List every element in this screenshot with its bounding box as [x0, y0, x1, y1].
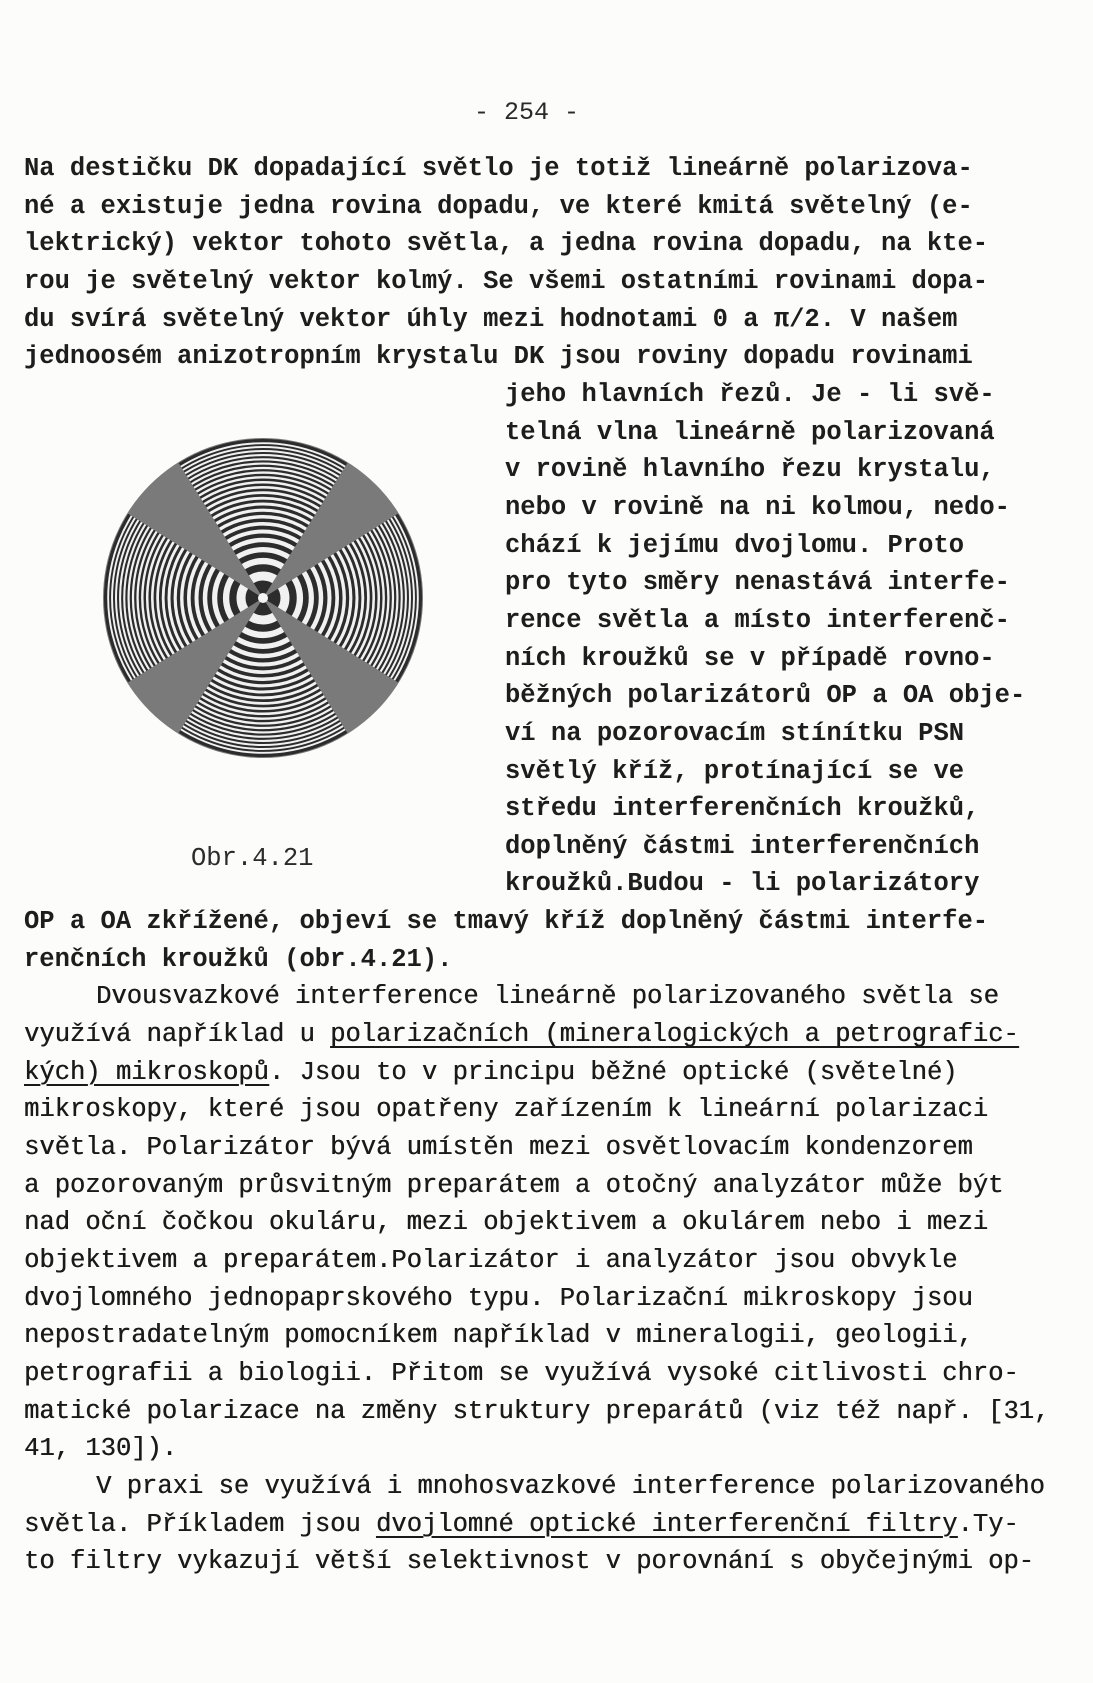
text-run: .Ty- — [957, 1509, 1019, 1539]
page-number: - 254 - — [474, 98, 580, 127]
text-line: ních kroužků se v případě rovno- — [505, 643, 995, 673]
text-line: Na destičku DK dopadající světlo je totiž lineárně polarizova- — [24, 154, 973, 183]
text-line: nebo v rovině na ni kolmou, nedo- — [505, 492, 1010, 522]
text-line: V praxi se využívá i mnohosvazkové interference polarizovaného — [96, 1471, 1045, 1501]
text-run: . Jsou to v principu běžné optické (světelné) — [268, 1057, 958, 1087]
text-line: doplněný částmi interferenčních — [505, 831, 980, 861]
underlined-term: dvojlomné optické interferenční filtry — [375, 1509, 958, 1539]
text-line: mikroskopy, které jsou opatřeny zařízením k lineární polarizaci — [24, 1095, 989, 1125]
text-line: chází k jejímu dvojlomu. Proto — [505, 530, 965, 560]
text-line: jednoosém anizotropním krystalu DK jsou roviny dopadu rovinami — [24, 342, 973, 372]
text-line: lektrický) vektor tohoto světla, a jedna rovina dopadu, na kte- — [24, 229, 989, 259]
text-line: matické polarizace na změny struktury preparátů (viz též např. [31, — [24, 1396, 1050, 1426]
text-line: né a existuje jedna rovina dopadu, ve které kmitá světelný (e- — [24, 191, 973, 221]
text-line — [24, 1016, 1084, 1054]
text-line: telná vlna lineárně polarizovaná — [505, 417, 995, 447]
text-line: a pozorovaným průsvitným preparátem a otočný analyzátor může být — [24, 1170, 1004, 1200]
text-line: 41, 130]). — [24, 1434, 178, 1464]
text-line: pro tyto směry nenastává interfe- — [505, 568, 1010, 598]
text-line: OP a OA zkřížené, objeví se tmavý kříž doplněný částmi interfe- — [24, 907, 989, 937]
text-run: světla. Příkladem jsou — [24, 1509, 376, 1539]
text-line: rou je světelný vektor kolmý. Se všemi ostatními rovinami dopa- — [24, 266, 989, 296]
text-line: jeho hlavních řezů. Je - li svě- — [505, 379, 995, 409]
text-body — [24, 150, 1084, 1581]
text-line: objektivem a preparátem.Polarizátor i analyzátor jsou obvykle — [24, 1246, 958, 1276]
figure-caption: Obr.4.21 — [191, 844, 314, 873]
text-line: běžných polarizátorů OP a OA obje- — [505, 681, 1026, 711]
text-line: dvojlomného jednopaprskového typu. Polarizační mikroskopy jsou — [24, 1283, 973, 1313]
text-line: ví na pozorovacím stínítku PSN — [505, 718, 965, 748]
text-line: renčních kroužků (obr.4.21). — [24, 944, 453, 974]
text-line: středu interferenčních kroužků, — [505, 794, 980, 824]
paragraph-2 — [24, 978, 1084, 1468]
paragraph-1 — [24, 150, 1084, 978]
text-line: v rovině hlavního řezu krystalu, — [505, 455, 995, 485]
underlined-term: kých) mikroskopů — [24, 1057, 269, 1087]
text-line — [24, 1506, 1084, 1544]
paragraph-3 — [24, 1468, 1084, 1581]
text-line: Dvousvazkové interference lineárně polarizovaného světla se — [96, 982, 999, 1012]
underlined-term: polarizačních (mineralogických a petrografic- — [330, 1020, 1019, 1050]
text-line: petrografii a biologii. Přitom se využívá vysoké citlivosti chro- — [24, 1359, 1019, 1388]
text-line: to filtry vykazují větší selektivnost v porovnání s obyčejnými op- — [24, 1547, 1034, 1577]
text-line — [24, 1054, 1084, 1092]
text-line: nad oční čočkou okuláru, mezi objektivem a okulárem nebo i mezi — [24, 1208, 989, 1238]
text-run: využívá například u — [24, 1020, 331, 1050]
text-line: rence světla a místo interferenč- — [505, 605, 1010, 635]
text-line: světlý kříž, protínající se ve — [505, 756, 965, 786]
text-line: kroužků.Budou - li polarizátory — [505, 869, 980, 899]
text-line: světla. Polarizátor bývá umístěn mezi osvětlovacím kondenzorem — [24, 1133, 973, 1163]
text-line: du svírá světelný vektor úhly mezi hodnotami 0 a π/2. V našem — [24, 304, 958, 334]
text-line: nepostradatelným pomocníkem například v mineralogii, geologii, — [24, 1321, 973, 1351]
